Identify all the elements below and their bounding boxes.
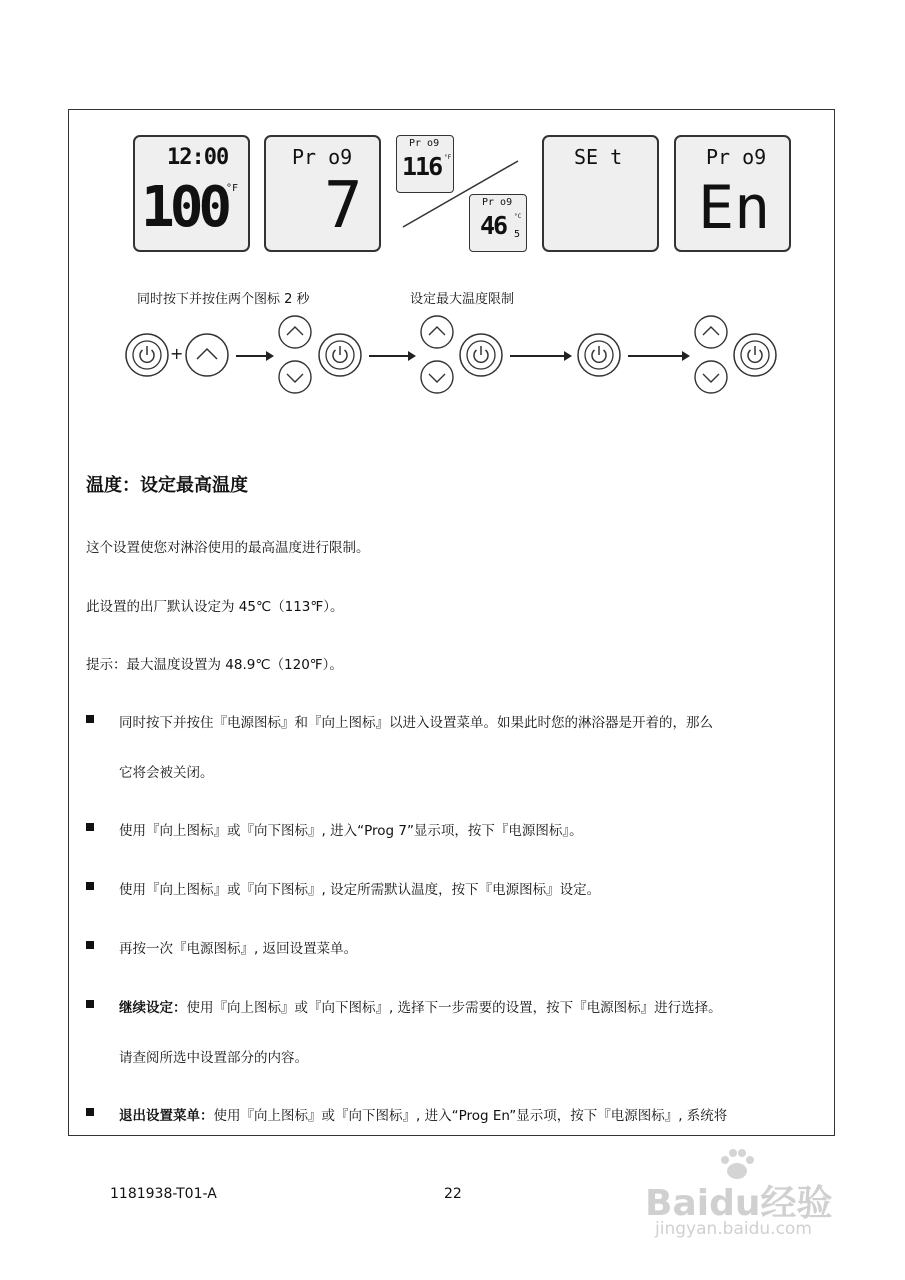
bullet-text: 使用『向上图标』或『向下图标』, 选择下一步需要的设置，按下『电源图标』进行选择。 bbox=[186, 1000, 722, 1016]
power-button[interactable] bbox=[576, 332, 622, 378]
power-button[interactable] bbox=[124, 332, 170, 378]
bullet-square-icon bbox=[86, 823, 94, 831]
bullet-text-continued: 请查阅所选中设置部分的内容。 bbox=[119, 1050, 308, 1066]
bullet-text: 使用『向上图标』或『向下图标』, 设定所需默认温度，按下『电源图标』设定。 bbox=[119, 882, 601, 898]
bullet-square-icon bbox=[86, 715, 94, 723]
bullet-square-icon bbox=[86, 941, 94, 949]
watermark-brand: Baidu经验 bbox=[645, 1183, 833, 1224]
bullet-bold-lead: 继续设定： bbox=[119, 1000, 187, 1016]
paragraph: 这个设置使您对淋浴使用的最高温度进行限制。 bbox=[86, 540, 370, 556]
bullet-text: 使用『向上图标』或『向下图标』, 进入“Prog En”显示项，按下『电源图标』, 系统将 bbox=[213, 1108, 728, 1124]
up-button[interactable] bbox=[419, 314, 455, 350]
arrow-2 bbox=[369, 355, 414, 357]
power-button[interactable] bbox=[458, 332, 504, 378]
display-prog-c-unit: °C bbox=[514, 213, 522, 220]
display-prog-c-value: 46 bbox=[480, 211, 507, 240]
paragraph: 此设置的出厂默认设定为 45℃（113℉）。 bbox=[86, 599, 344, 615]
paragraph: 提示：最大温度设置为 48.9℃（120℉）。 bbox=[86, 657, 343, 673]
bullet-square-icon bbox=[86, 882, 94, 890]
bullet-text: 再按一次『电源图标』, 返回设置菜单。 bbox=[119, 941, 358, 957]
bullet-bold-lead: 退出设置菜单： bbox=[119, 1108, 214, 1124]
doc-id: 1181938-T01-A bbox=[110, 1186, 217, 1202]
bullet-text-continued: 它将会被关闭。 bbox=[119, 765, 214, 781]
display-clock: 12:00 bbox=[167, 145, 229, 170]
down-button[interactable] bbox=[277, 359, 313, 395]
step-label-hold: 同时按下并按住两个图标 2 秒 bbox=[137, 292, 310, 307]
display-temperature: 100 bbox=[141, 175, 228, 240]
bullet-square-icon bbox=[86, 1108, 94, 1116]
watermark-url: jingyan.baidu.com bbox=[655, 1219, 812, 1239]
down-button[interactable] bbox=[693, 359, 729, 395]
display-prog-c-suffix: 5 bbox=[514, 229, 521, 240]
display-prog-value: 7 bbox=[324, 169, 363, 243]
arrow-3 bbox=[510, 355, 570, 357]
bullet-square-icon bbox=[86, 1000, 94, 1008]
up-button[interactable] bbox=[277, 314, 313, 350]
display-prog-f-value: 116 bbox=[402, 152, 442, 181]
up-button[interactable] bbox=[184, 332, 230, 378]
page-number: 22 bbox=[444, 1186, 462, 1202]
step-label-max: 设定最大温度限制 bbox=[410, 292, 515, 307]
bullet-text: 使用『向上图标』或『向下图标』, 进入“Prog 7”显示项，按下『电源图标』。 bbox=[119, 823, 583, 839]
display-prog-c-label: Pr o9 bbox=[482, 197, 513, 208]
display-prog-f-label: Pr o9 bbox=[409, 138, 440, 149]
bullet-text: 同时按下并按住『电源图标』和『向上图标』以进入设置菜单。如果此时您的淋浴器是开着的，那么 bbox=[119, 715, 713, 731]
display-prog-en-label: Pr o9 bbox=[706, 145, 767, 169]
down-button[interactable] bbox=[419, 359, 455, 395]
plus-sign: + bbox=[170, 344, 184, 363]
power-button[interactable] bbox=[732, 332, 778, 378]
display-prog-en-value: En bbox=[698, 173, 771, 243]
power-button[interactable] bbox=[317, 332, 363, 378]
arrow-1 bbox=[236, 355, 272, 357]
display-unit: °F bbox=[226, 183, 239, 194]
display-set-label: SE t bbox=[574, 145, 623, 169]
display-prog7 bbox=[264, 135, 381, 252]
display-clock-temp bbox=[133, 135, 250, 252]
section-title: 温度：设定最高温度 bbox=[86, 475, 248, 496]
display-prog-f-unit: °F bbox=[444, 154, 452, 161]
display-set bbox=[542, 135, 659, 252]
display-prog-en bbox=[674, 135, 791, 252]
display-prog-label: Pr o9 bbox=[292, 145, 353, 169]
up-button[interactable] bbox=[693, 314, 729, 350]
display-prog-c bbox=[469, 194, 527, 252]
arrow-4 bbox=[628, 355, 688, 357]
baidu-watermark bbox=[645, 1147, 865, 1242]
page-frame bbox=[68, 109, 835, 1136]
